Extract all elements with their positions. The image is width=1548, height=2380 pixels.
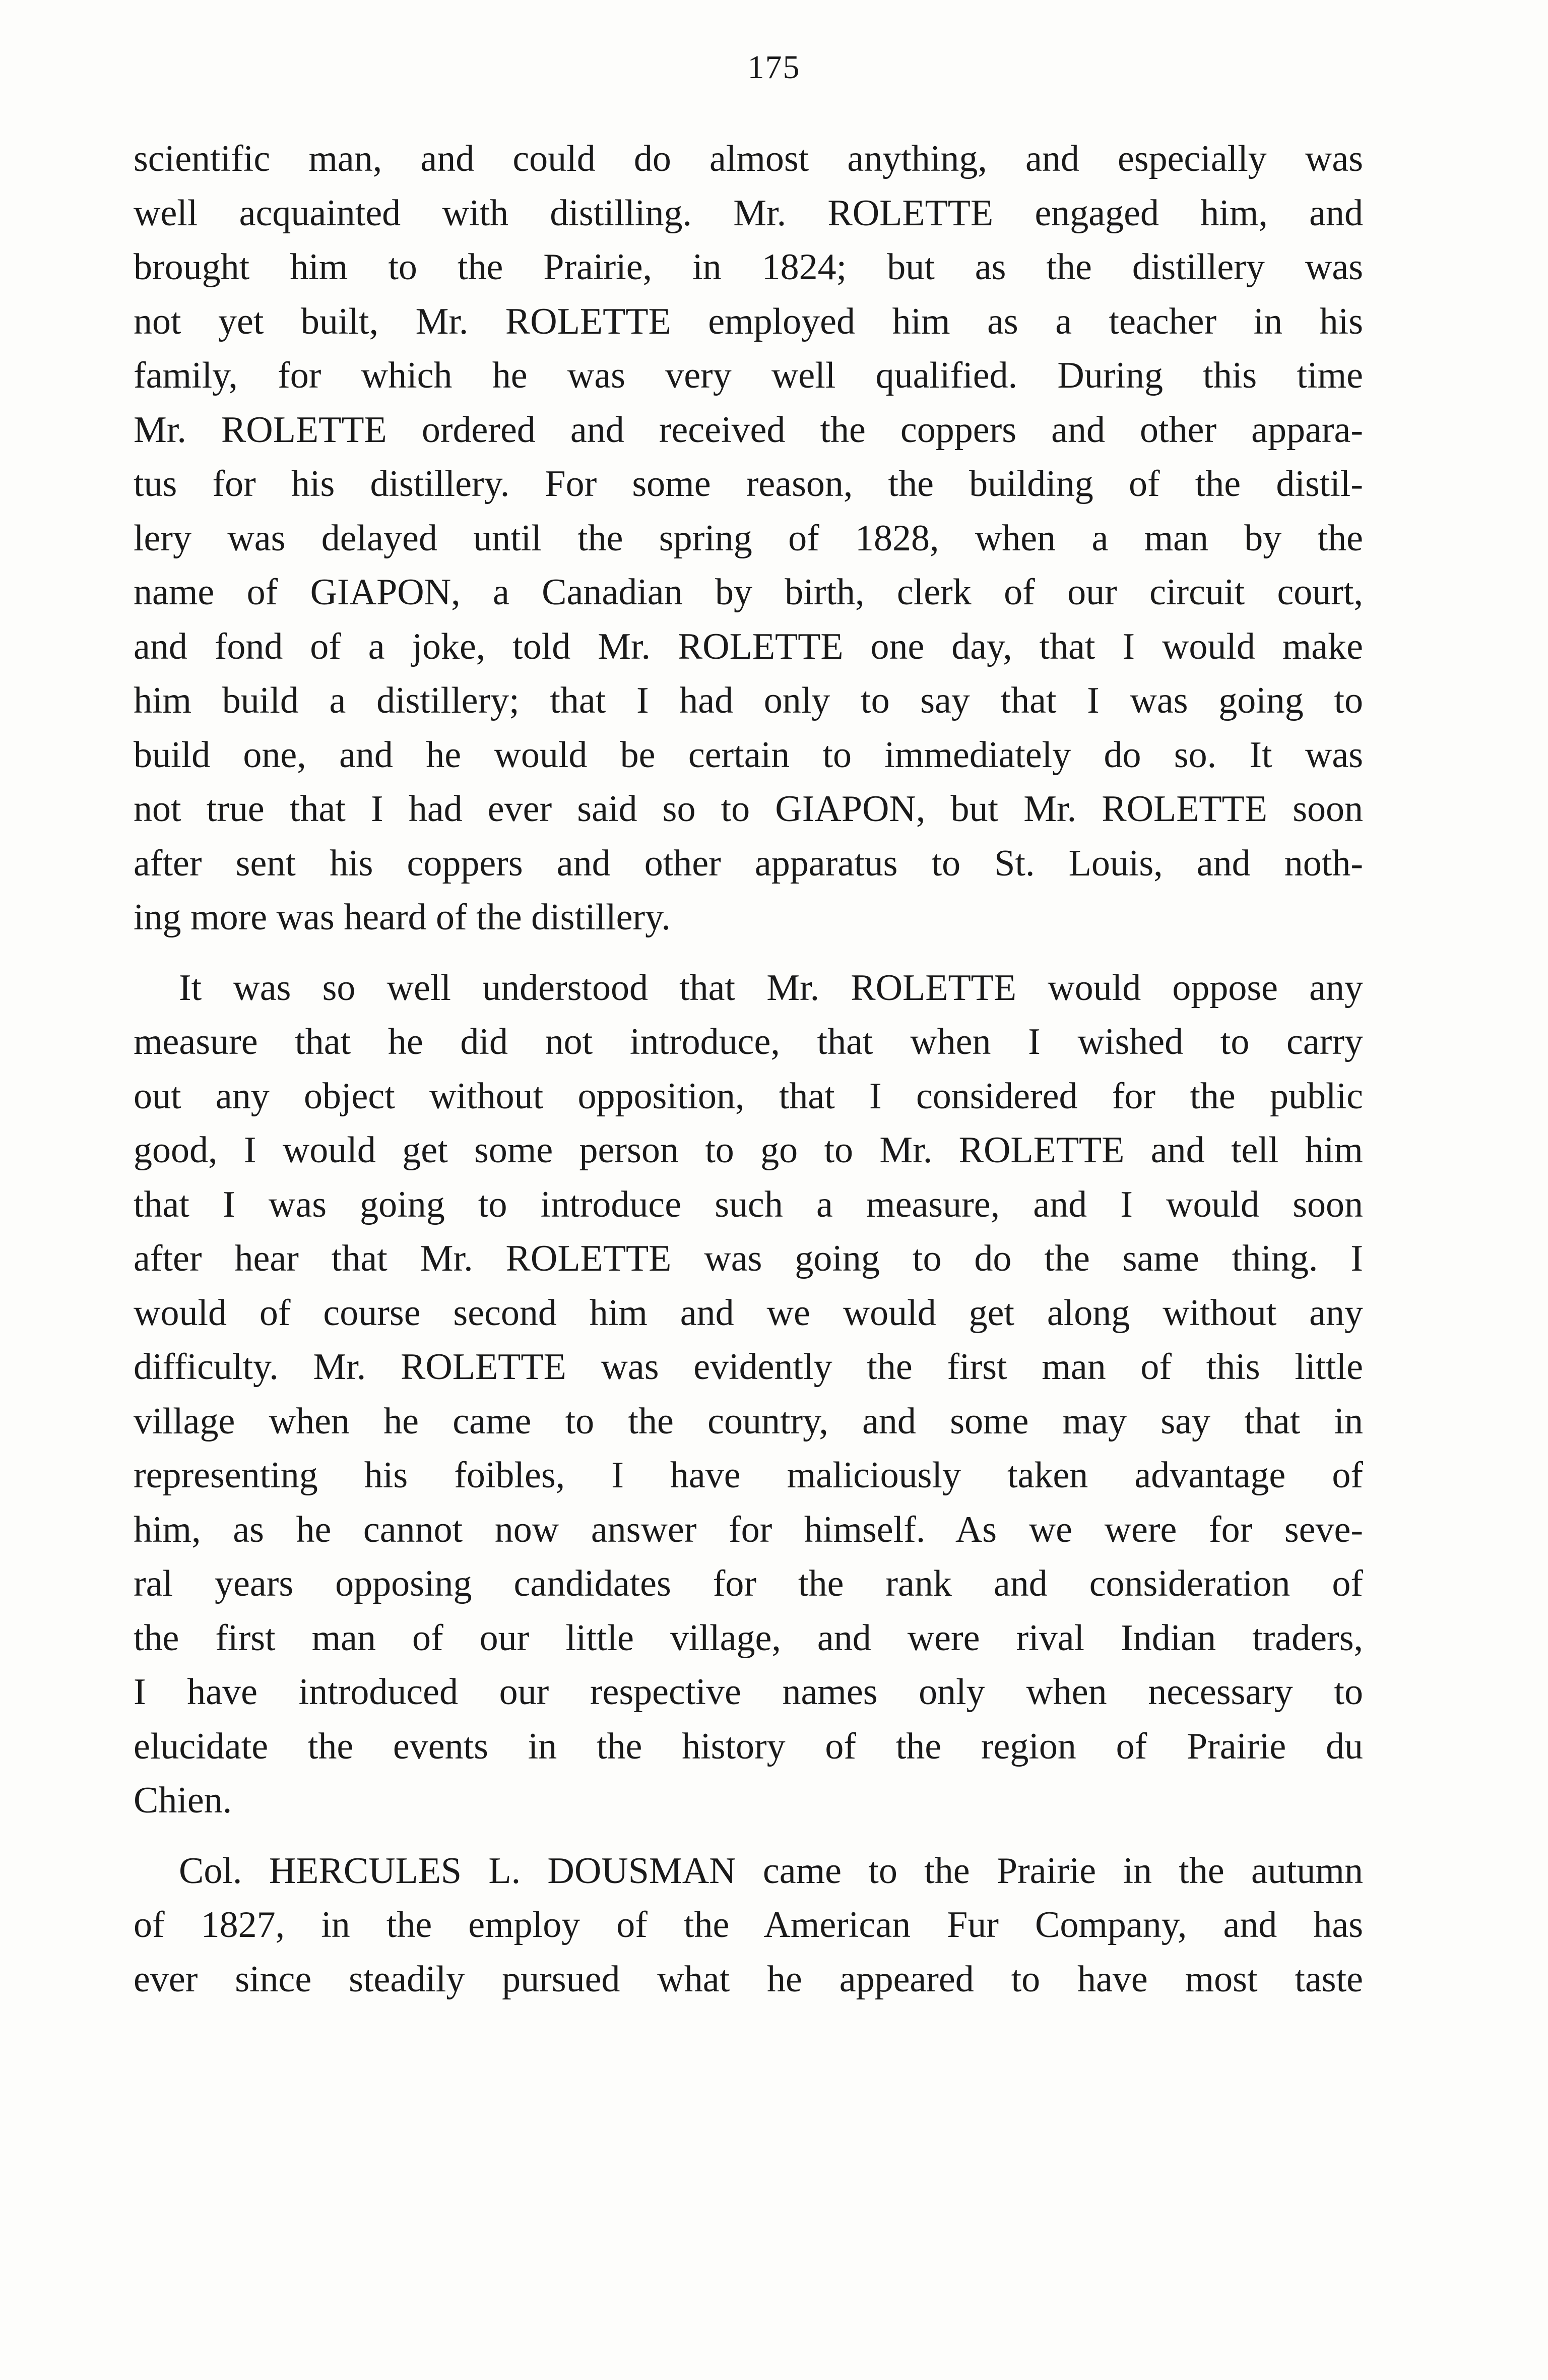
text-line: ing more was heard of the distillery. (134, 897, 671, 938)
text-line: Mr. ROLETTE ordered and received the coppers and other appara- (134, 409, 1363, 451)
paragraph-spacer (134, 945, 1363, 961)
text-line: that I was going to introduce such a measure, and I would soon (134, 1183, 1363, 1225)
text-line: measure that he did not introduce, that when I wished to carry (134, 1021, 1363, 1062)
text-line: would of course second him and we would get along without any (134, 1292, 1363, 1334)
text-line: tus for his distillery. For some reason, the building of the distil- (134, 463, 1363, 505)
text-line: not yet built, Mr. ROLETTE employed him as a teacher in his (134, 300, 1363, 342)
text-line: after hear that Mr. ROLETTE was going to do the same thing. I (134, 1238, 1363, 1279)
text-line: and fond of a joke, told Mr. ROLETTE one day, that I would make (134, 625, 1363, 667)
text-line: representing his foibles, I have maliciously taken advantage of (134, 1455, 1363, 1496)
text-line: village when he came to the country, and some may say that in (134, 1400, 1363, 1442)
text-line: lery was delayed until the spring of 1828, when a man by the (134, 517, 1363, 559)
text-line: good, I would get some person to go to Mr. ROLETTE and tell him (134, 1130, 1363, 1171)
text-line: difficulty. Mr. ROLETTE was evidently the first man of this little (134, 1346, 1363, 1388)
text-line: Chien. (134, 1780, 232, 1821)
text-line: elucidate the events in the history of the region of Prairie du (134, 1725, 1363, 1767)
paragraph-spacer (134, 1828, 1363, 1844)
text-line: scientific man, and could do almost anything, and especially was (134, 138, 1363, 179)
text-line: build one, and he would be certain to immediately do so. It was (134, 734, 1363, 776)
text-line: not true that I had ever said so to GIAPON, but Mr. ROLETTE soon (134, 788, 1363, 830)
text-line: him, as he cannot now answer for himself. As we were for seve- (134, 1509, 1363, 1550)
text-line: ral years opposing candidates for the rank and consideration of (134, 1563, 1363, 1604)
paragraph-2 (134, 961, 1363, 1828)
text-line: him build a distillery; that I had only to say that I was going to (134, 680, 1363, 721)
text-line: It was so well understood that Mr. ROLETTE would oppose any (179, 967, 1363, 1009)
text-line: the first man of our little village, and were rival Indian traders, (134, 1617, 1363, 1659)
body-text (134, 132, 1363, 2007)
text-line: of 1827, in the employ of the American Fur Company, and has (134, 1904, 1363, 1946)
text-line: ever since steadily pursued what he appeared to have most taste (134, 1958, 1363, 2000)
text-line: Col. HERCULES L. DOUSMAN came to the Prairie in the autumn (179, 1850, 1363, 1892)
text-line: family, for which he was very well qualified. During this time (134, 355, 1363, 396)
page-number: 175 (747, 49, 801, 86)
paragraph-3 (134, 1844, 1363, 2007)
text-line: brought him to the Prairie, in 1824; but as the distillery was (134, 246, 1363, 288)
text-line: out any object without opposition, that I considered for the public (134, 1075, 1363, 1117)
text-line: I have introduced our respective names only when necessary to (134, 1671, 1363, 1713)
paragraph-1 (134, 132, 1363, 945)
text-line: after sent his coppers and other apparatus to St. Louis, and noth- (134, 842, 1363, 884)
text-line: name of GIAPON, a Canadian by birth, clerk of our circuit court, (134, 572, 1363, 613)
text-line: well acquainted with distilling. Mr. ROLETTE engaged him, and (134, 192, 1363, 234)
